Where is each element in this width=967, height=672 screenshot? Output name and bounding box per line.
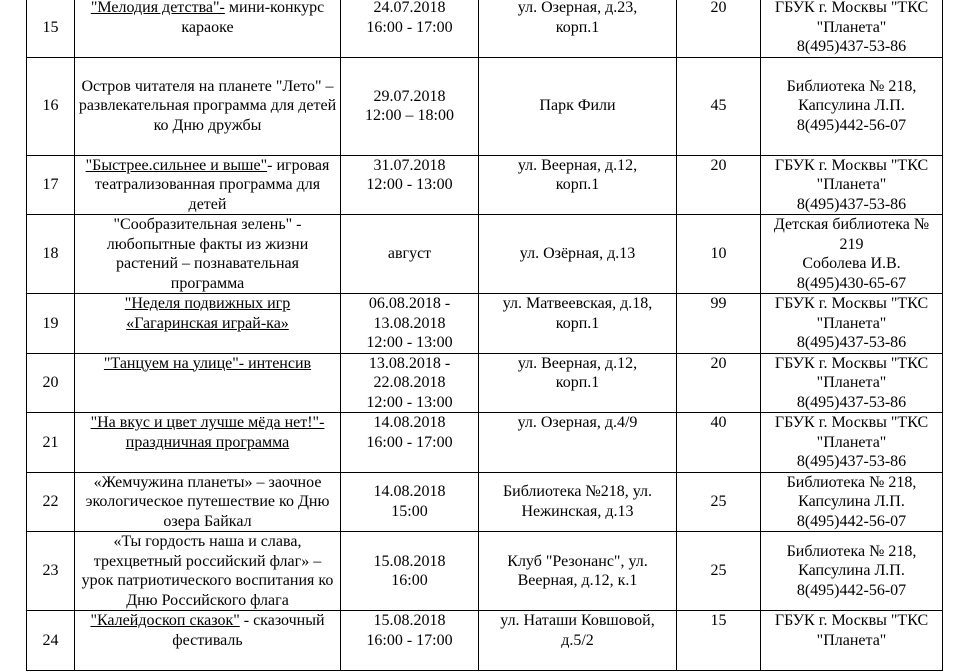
organizer: [761, 155, 943, 215]
table-row: [27, 472, 943, 532]
organizer-line: ГБУК г. Москвы "ТКС: [774, 414, 929, 431]
event-place: [479, 57, 677, 155]
place-line: Клуб "Резонанс", ул.: [507, 552, 648, 570]
event-title: [75, 0, 341, 57]
event-date: [341, 532, 479, 611]
table-row: [27, 0, 943, 57]
place-line: ул. Веерная, д.12,: [517, 354, 638, 372]
event-title: [75, 215, 341, 294]
participant-count: 20: [677, 353, 761, 413]
date-line: 13.08.2018 -: [368, 354, 451, 372]
date-line: 16:00: [391, 572, 428, 589]
place-line: Веерная, д.12, к.1: [517, 572, 638, 589]
event-title-part: Остров читателя на планете "Лето" – развлекательная программа для детей ко Дню дружбы: [78, 77, 337, 134]
date-line: 16:00 - 17:00: [366, 433, 453, 451]
event-place: [479, 215, 677, 294]
date-line: 12:00 - 13:00: [366, 393, 453, 411]
row-number: 23: [27, 532, 75, 611]
organizer-line: Капсулина Л.П.: [798, 562, 905, 580]
place-line: Парк Фили: [539, 97, 616, 115]
organizer-line: 8(495)437-53-86: [796, 334, 907, 351]
organizer-line: "Планета": [816, 314, 887, 332]
place-line: корп.1: [555, 314, 600, 332]
row-number: 17: [27, 155, 75, 215]
event-date: [341, 472, 479, 532]
date-line: 12:00 – 18:00: [365, 107, 454, 124]
row-number: 16: [27, 57, 75, 155]
date-line: 22.08.2018: [373, 374, 446, 391]
organizer-line: "Планета": [816, 18, 887, 36]
event-place: [479, 472, 677, 532]
place-line: ул. Наташи Ковшовой,: [500, 612, 655, 629]
event-title-part: "Быстрее.сильнее и выше": [85, 156, 268, 174]
event-place: [479, 532, 677, 611]
table-row: [27, 353, 943, 413]
event-title: [75, 294, 341, 354]
place-line: корп.1: [555, 18, 600, 36]
participant-count: 20: [677, 155, 761, 215]
table-row: [27, 294, 943, 354]
organizer-line: Библиотека № 218,: [786, 77, 917, 95]
organizer: [761, 472, 943, 532]
date-line: 12:00 - 13:00: [366, 334, 453, 351]
table-row: [27, 155, 943, 215]
place-line: ул. Веерная, д.12,: [517, 156, 638, 174]
organizer-line: 8(495)442-56-07: [796, 581, 907, 599]
organizer-line: Соболева И.В.: [802, 255, 901, 272]
date-line: 16:00 - 17:00: [366, 18, 453, 36]
participant-count: 15: [677, 611, 761, 671]
table-row: [27, 413, 943, 473]
event-title-part: "Сообразительная зелень" - любопытные факты из жизни растений – познавательная программа: [106, 216, 309, 292]
organizer: [761, 0, 943, 57]
event-place: [479, 155, 677, 215]
row-number: 20: [27, 353, 75, 413]
table-row: [27, 532, 943, 611]
event-title-part: "Неделя подвижных игр «Гагаринская играй-ка»: [124, 295, 291, 332]
date-line: 15.08.2018: [373, 552, 446, 570]
organizer: [761, 57, 943, 155]
date-line: 14.08.2018: [373, 483, 446, 501]
place-line: ул. Матвеевская, д.18,: [502, 295, 653, 312]
row-number: 19: [27, 294, 75, 354]
organizer-line: 8(495)430-65-67: [796, 274, 907, 292]
date-line: 14.08.2018: [373, 414, 446, 431]
row-number: 21: [27, 413, 75, 473]
date-line: 24.07.2018: [373, 0, 446, 16]
event-title-part: "Танцуем на улице"- интенсив: [103, 354, 312, 372]
organizer-line: Библиотека № 218,: [786, 473, 917, 491]
place-line: Нежинская, д.13: [521, 502, 634, 520]
table-row: [27, 215, 943, 294]
date-line: 12:00 - 13:00: [366, 176, 453, 193]
participant-count: 25: [677, 532, 761, 611]
event-place: [479, 413, 677, 473]
organizer-line: 8(495)442-56-07: [796, 512, 907, 530]
organizer-line: 219: [839, 235, 864, 253]
organizer-line: Детская библиотека №: [773, 216, 930, 233]
date-line: 15:00: [391, 502, 428, 520]
event-date: [341, 294, 479, 354]
event-place: [479, 0, 677, 57]
date-line: 15.08.2018: [373, 612, 446, 629]
event-title: [75, 155, 341, 215]
organizer: [761, 611, 943, 671]
organizer-line: "Планета": [816, 433, 887, 451]
organizer: [761, 413, 943, 473]
place-line: ул. Озерная, д.23,: [517, 0, 638, 16]
participant-count: 99: [677, 294, 761, 354]
events-table: [26, 0, 943, 671]
event-place: [479, 294, 677, 354]
participant-count: 25: [677, 472, 761, 532]
row-number: 15: [27, 0, 75, 57]
participant-count: 20: [677, 0, 761, 57]
event-title-part: - игровая театрализованная программа для детей: [94, 156, 330, 213]
event-title: [75, 532, 341, 611]
event-title: [75, 611, 341, 671]
date-line: август: [387, 245, 432, 263]
event-title: [75, 472, 341, 532]
organizer: [761, 294, 943, 354]
organizer-line: "Планета": [816, 176, 887, 193]
organizer-line: "Планета": [816, 631, 887, 649]
event-date: [341, 57, 479, 155]
place-line: д.5/2: [561, 631, 594, 649]
event-title-part: «Жемчужина планеты» – заочное экологическое путешествие ко Дню озера Байкал: [85, 473, 330, 530]
event-title-part: "Калейдоскоп сказок": [90, 612, 240, 629]
organizer: [761, 353, 943, 413]
place-line: корп.1: [555, 374, 600, 391]
organizer-line: Капсулина Л.П.: [798, 493, 905, 510]
event-title: [75, 353, 341, 413]
place-line: корп.1: [555, 176, 600, 193]
event-title-part: - сказочный фестиваль: [172, 612, 325, 649]
event-title-part: «Ты гордость наша и слава, трехцветный российский флаг» – урок патриотического воспитания ко Дню Российского флага: [81, 533, 334, 609]
organizer-line: ГБУК г. Москвы "ТКС: [774, 156, 929, 174]
row-number: 22: [27, 472, 75, 532]
participant-count: 10: [677, 215, 761, 294]
date-line: 06.08.2018 -: [368, 295, 451, 312]
event-date: [341, 413, 479, 473]
organizer-line: "Планета": [816, 374, 887, 391]
event-date: [341, 155, 479, 215]
organizer: [761, 532, 943, 611]
organizer-line: 8(495)437-53-86: [796, 453, 907, 470]
organizer-line: ГБУК г. Москвы "ТКС: [774, 0, 929, 16]
date-line: 29.07.2018: [373, 87, 446, 105]
participant-count: 40: [677, 413, 761, 473]
event-title: [75, 57, 341, 155]
organizer-line: 8(495)437-53-86: [796, 38, 907, 55]
organizer-line: ГБУК г. Москвы "ТКС: [774, 354, 929, 372]
participant-count: 45: [677, 57, 761, 155]
organizer-line: ГБУК г. Москвы "ТКС: [774, 612, 929, 629]
place-line: ул. Озерная, д.4/9: [517, 414, 638, 431]
event-date: [341, 215, 479, 294]
organizer-line: ГБУК г. Москвы "ТКС: [774, 295, 929, 312]
organizer-line: 8(495)442-56-07: [796, 116, 907, 134]
table-row: [27, 57, 943, 155]
date-line: 16:00 - 17:00: [366, 631, 453, 649]
row-number: 18: [27, 215, 75, 294]
organizer-line: Капсулина Л.П.: [798, 97, 905, 115]
event-place: [479, 353, 677, 413]
organizer: [761, 215, 943, 294]
place-line: ул. Озёрная, д.13: [519, 245, 636, 263]
date-line: 13.08.2018: [373, 314, 446, 332]
event-title: [75, 413, 341, 473]
event-title-part: мини-конкурс караоке: [181, 0, 325, 36]
event-date: [341, 353, 479, 413]
row-number: 24: [27, 611, 75, 671]
organizer-line: 8(495)437-53-86: [796, 393, 907, 411]
event-title-part: "На вкус и цвет лучше мёда нет!"- праздничная программа: [90, 414, 325, 451]
event-title-part: "Мелодия детства"-: [90, 0, 225, 16]
organizer-line: Библиотека № 218,: [786, 542, 917, 560]
event-date: [341, 0, 479, 57]
event-place: [479, 611, 677, 671]
event-date: [341, 611, 479, 671]
organizer-line: 8(495)437-53-86: [796, 195, 907, 213]
place-line: Библиотека №218, ул.: [502, 483, 653, 501]
date-line: 31.07.2018: [373, 156, 446, 174]
table-row: [27, 611, 943, 671]
